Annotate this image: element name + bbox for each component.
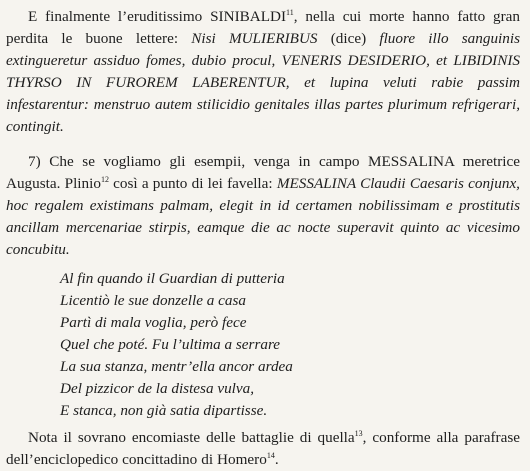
text-run: , conforme alla parafrase dell’enciclopedico concittadino di Homero	[6, 429, 520, 468]
footnote-ref-11: 11	[286, 7, 294, 17]
verse-line: Del pizzicor de la distesa vulva,	[60, 380, 255, 397]
footnote-ref-14: 14	[266, 450, 275, 460]
text-run: così a punto di lei favella:	[108, 175, 277, 192]
verse-line: Quel che poté. Fu l’ultima a serrare	[60, 336, 281, 353]
latin-quote: MESSALINA Claudii Caesaris conjunx, hoc regalem existimans palmam, elegit in id certamen nobilissimam e prostitutis ancillam mercenariae stirpis, eamque die ac nocte superavit quinto ac vicesimo concubitu.	[6, 175, 520, 258]
verse-line: E stanca, non già satia dipartisse.	[60, 402, 268, 419]
paragraph-messalina	[6, 151, 520, 261]
footnote-ref-12: 12	[100, 174, 109, 184]
footnote-ref-13: 13	[354, 428, 363, 438]
verse-block	[60, 268, 520, 422]
text-run: .	[274, 451, 279, 468]
text-run: , nella cui morte hanno fatto gran perdita le buone lettere:	[6, 8, 520, 47]
latin-quote: fluore illo sanguinis extingueretur assiduo fomes, dubio procul, VENERIS DESIDERIO, et LIBIDINIS THYRSO IN FUROREM LABERENTUR, et lupina veluti rabie passim infestarentur: menstruo autem stilicidio genitales illas partes plurimum refrigerari, contingit.	[6, 30, 520, 135]
text-run: Nota il sovrano encomiaste delle battaglie di quella	[28, 429, 355, 446]
text-run: E finalmente l’eruditissimo SINIBALDI	[28, 8, 287, 25]
verse-line: La sua stanza, mentr’ella ancor ardea	[60, 358, 293, 375]
verse-line: Al fin quando il Guardian di putteria	[60, 270, 285, 287]
paragraph-sinibaldi	[6, 6, 520, 138]
paragraph-nota	[6, 427, 520, 471]
paragraph-gap	[6, 138, 520, 151]
verse-line: Licentiò le sue donzelle a casa	[60, 292, 247, 309]
text-run: (dice)	[317, 30, 380, 47]
text-run: 7) Che se vogliamo gli esempii, venga in campo MESSALINA meretrice Augusta. Plinio	[6, 153, 520, 192]
verse-line: Partì di mala voglia, però fece	[60, 314, 247, 331]
latin-quote: Nisi MULIERIBUS	[191, 30, 318, 47]
